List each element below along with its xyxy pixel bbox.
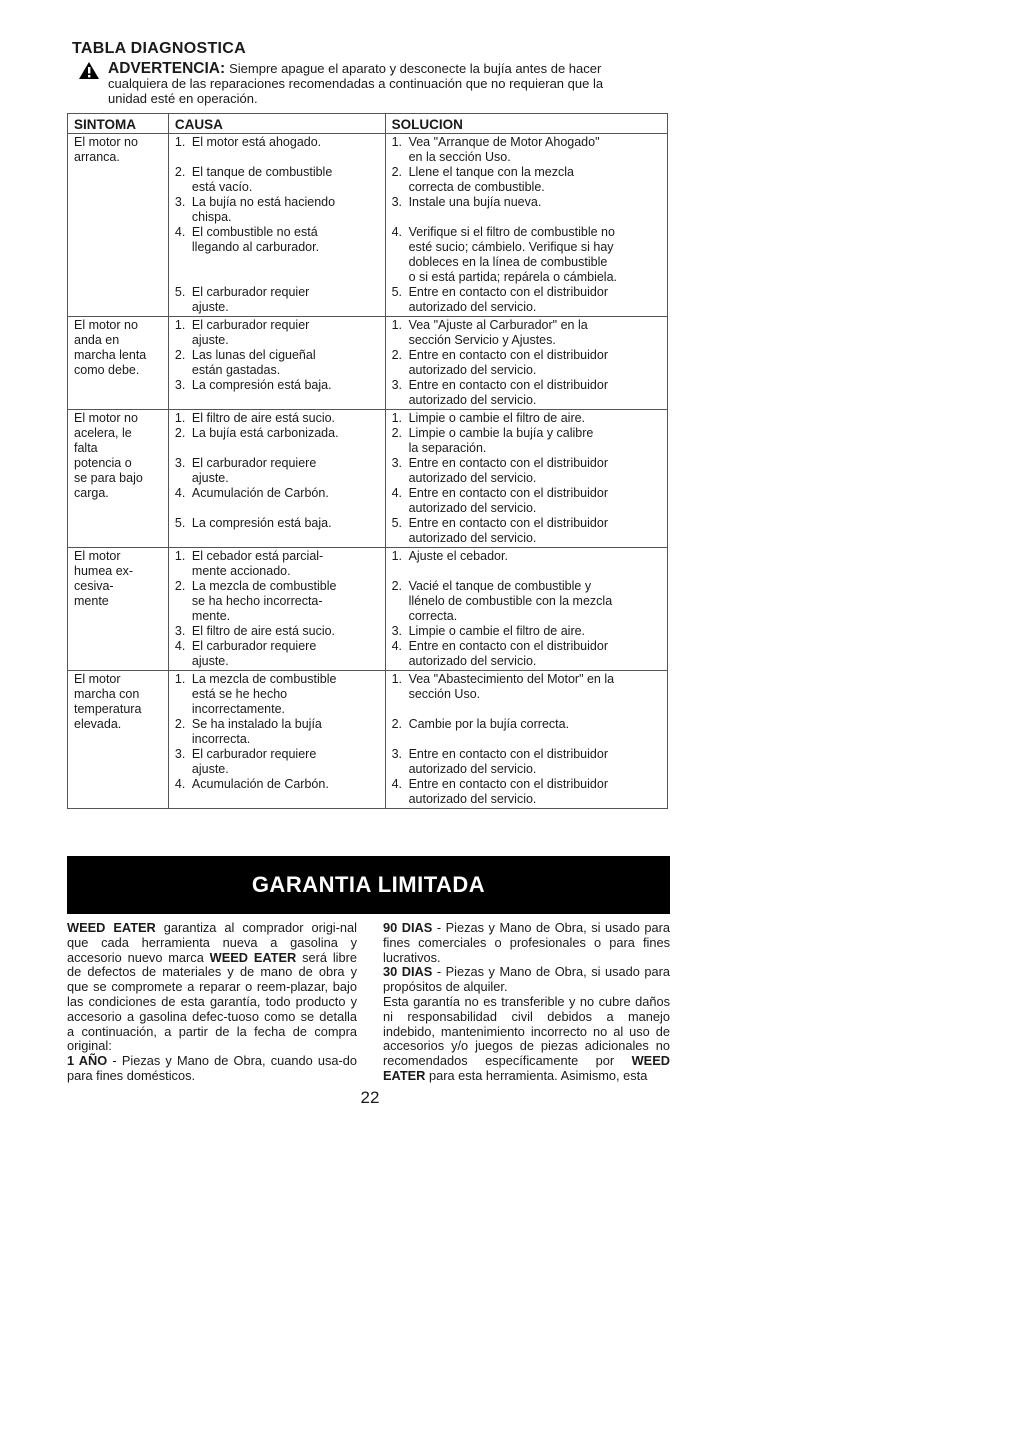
cause-cell bbox=[168, 134, 385, 317]
item-text-line: ajuste. bbox=[191, 471, 229, 485]
cause-cell bbox=[168, 548, 385, 671]
warning-icon bbox=[78, 61, 100, 80]
solution-cell bbox=[385, 671, 667, 809]
warning-line-2: cualquiera de las reparaciones recomendadas a continuación que no requieran que la bbox=[108, 76, 604, 91]
warranty-exclusions: Esta garantía no es transferible y no cubre daños ni responsabilidad civil debidos a manejo indebido, mantenimiento incorrecto no al uso de accesorios y/o juegos de piezas adicionales no recomendados específicamente por WEED EATER para esta herramienta. Asimismo, esta bbox=[383, 993, 670, 1083]
warning-line-1: Siempre apague el aparato y desconecte la bujía antes de hacer bbox=[229, 61, 602, 76]
warning-line-3: unidad esté en operación. bbox=[108, 91, 258, 106]
diagnostic-table bbox=[67, 113, 668, 809]
item-number: 2. bbox=[174, 165, 186, 179]
item-number: 2. bbox=[391, 717, 402, 731]
cause-item bbox=[175, 639, 381, 669]
item-number: 3. bbox=[391, 456, 402, 470]
item-text-line: Entre en contacto con el distribuidor bbox=[408, 486, 608, 500]
item-text-line: correcta de combustible. bbox=[408, 180, 545, 194]
solution-cell bbox=[385, 317, 667, 410]
cause-item bbox=[175, 717, 381, 747]
item-text-line: Acumulación de Carbón. bbox=[191, 777, 329, 791]
item-text-line: autorizado del servicio. bbox=[408, 654, 537, 668]
item-text-line: Limpie o cambie la bujía y calibre bbox=[408, 426, 594, 440]
header-symptom: SINTOMA bbox=[68, 114, 169, 134]
item-text-line: Llene el tanque con la mezcla bbox=[408, 165, 574, 179]
item-text-line: esté sucio; cámbielo. Verifique si hay bbox=[408, 240, 614, 254]
solution-cell bbox=[385, 134, 667, 317]
warranty-term-90-days: 90 DIAS - Piezas y Mano de Obra, si usado para fines comerciales o profesionales o para fines lucrativos. bbox=[383, 920, 670, 965]
item-text-line: autorizado del servicio. bbox=[408, 393, 537, 407]
item-text-line: Limpie o cambie el filtro de aire. bbox=[408, 624, 586, 638]
item-text-line: se ha hecho incorrecta- bbox=[191, 594, 323, 608]
cause-item bbox=[175, 549, 381, 579]
symptom-line: potencia o bbox=[74, 456, 132, 470]
item-number: 1. bbox=[174, 318, 186, 332]
symptom-line: mente bbox=[74, 594, 109, 608]
item-text-line: llegando al carburador. bbox=[191, 240, 320, 254]
item-text-line: en la sección Uso. bbox=[408, 150, 511, 164]
cause-item bbox=[175, 579, 381, 624]
cause-cell bbox=[168, 671, 385, 809]
item-number: 4. bbox=[174, 777, 186, 791]
item-text-line: La bujía no está haciendo bbox=[191, 195, 336, 209]
solution-list bbox=[392, 672, 663, 807]
cause-item bbox=[175, 378, 381, 393]
cause-cell bbox=[168, 410, 385, 548]
item-number: 1. bbox=[174, 411, 186, 425]
item-number: 2. bbox=[174, 717, 186, 731]
item-number: 4. bbox=[391, 639, 402, 653]
item-text-line: autorizado del servicio. bbox=[408, 471, 537, 485]
cause-item bbox=[175, 672, 381, 717]
solution-item bbox=[392, 717, 663, 732]
cause-item bbox=[175, 486, 381, 501]
solution-item bbox=[392, 285, 663, 315]
table-row bbox=[68, 317, 668, 410]
item-number: 5. bbox=[391, 516, 402, 530]
header-cause: CAUSA bbox=[168, 114, 385, 134]
item-number: 1. bbox=[391, 411, 402, 425]
symptom-line: El motor no bbox=[74, 411, 138, 425]
cause-list bbox=[175, 135, 381, 315]
item-text-line: Entre en contacto con el distribuidor bbox=[408, 777, 608, 791]
item-text-line: El motor está ahogado. bbox=[191, 135, 322, 149]
item-text-line: autorizado del servicio. bbox=[408, 501, 537, 515]
solution-item bbox=[392, 549, 663, 564]
solution-list bbox=[392, 549, 663, 669]
item-text-line: Entre en contacto con el distribuidor bbox=[408, 348, 608, 362]
solution-item bbox=[392, 639, 663, 669]
warning-label: ADVERTENCIA: bbox=[108, 60, 226, 77]
item-text-line: Instale una bujía nueva. bbox=[408, 195, 542, 209]
symptom-line: carga. bbox=[74, 486, 109, 500]
item-text-line: Acumulación de Carbón. bbox=[191, 486, 329, 500]
item-number: 4. bbox=[174, 225, 186, 239]
cause-item bbox=[175, 225, 381, 255]
symptom-cell bbox=[68, 317, 169, 410]
header-solution: SOLUCION bbox=[385, 114, 667, 134]
item-number: 1. bbox=[174, 135, 186, 149]
item-text-line: sección Uso. bbox=[408, 687, 481, 701]
item-number: 3. bbox=[391, 624, 402, 638]
item-text-line: Vacié el tanque de combustible y bbox=[408, 579, 592, 593]
item-text-line: Verifique si el filtro de combustible no bbox=[408, 225, 615, 239]
item-text-line: Vea "Ajuste al Carburador" en la bbox=[408, 318, 588, 332]
item-text-line: correcta. bbox=[408, 609, 458, 623]
item-text-line: sección Servicio y Ajustes. bbox=[408, 333, 556, 347]
item-text-line: autorizado del servicio. bbox=[408, 531, 537, 545]
solution-item bbox=[392, 516, 663, 546]
solution-item bbox=[392, 672, 663, 702]
warranty-term-30-days: 30 DIAS - Piezas y Mano de Obra, si usado para propósitos de alquiler. bbox=[383, 964, 670, 995]
symptom-line: El motor bbox=[74, 549, 121, 563]
table-row bbox=[68, 548, 668, 671]
cause-item bbox=[175, 777, 381, 792]
cause-item bbox=[175, 426, 381, 441]
item-text-line: El cebador está parcial- bbox=[191, 549, 324, 563]
solution-list bbox=[392, 135, 663, 315]
item-number: 2. bbox=[174, 348, 186, 362]
item-text-line: Las lunas del cigueñal bbox=[191, 348, 316, 362]
item-text-line: El carburador requier bbox=[191, 285, 310, 299]
cause-item bbox=[175, 285, 381, 315]
item-text-line: autorizado del servicio. bbox=[408, 300, 537, 314]
item-number: 3. bbox=[391, 747, 402, 761]
item-text-line: dobleces en la línea de combustible bbox=[408, 255, 608, 269]
cause-list bbox=[175, 672, 381, 792]
cause-item bbox=[175, 318, 381, 348]
item-number: 3. bbox=[174, 747, 186, 761]
item-number: 4. bbox=[174, 486, 186, 500]
item-text-line: El carburador requiere bbox=[191, 456, 317, 470]
item-text-line: están gastadas. bbox=[191, 363, 281, 377]
solution-item bbox=[392, 486, 663, 516]
item-text-line: El carburador requier bbox=[191, 318, 310, 332]
cause-list bbox=[175, 411, 381, 531]
item-text-line: autorizado del servicio. bbox=[408, 762, 537, 776]
item-number: 2. bbox=[391, 579, 402, 593]
symptom-line: arranca. bbox=[74, 150, 120, 164]
symptom-line: acelera, le bbox=[74, 426, 132, 440]
brand-name: WEED EATER bbox=[67, 920, 156, 935]
item-number: 1. bbox=[391, 672, 402, 686]
solution-item bbox=[392, 135, 663, 165]
item-number: 3. bbox=[391, 378, 402, 392]
brand-name: WEED EATER bbox=[209, 949, 297, 965]
item-number: 1. bbox=[391, 318, 402, 332]
symptom-line: El motor bbox=[74, 672, 121, 686]
item-number: 2. bbox=[391, 165, 402, 179]
cause-item bbox=[175, 135, 381, 150]
item-text-line: llénelo de combustible con la mezcla bbox=[408, 594, 613, 608]
symptom-cell bbox=[68, 548, 169, 671]
warranty-column-right bbox=[383, 921, 670, 1084]
item-number: 3. bbox=[174, 456, 186, 470]
item-text-line: El combustible no está bbox=[191, 225, 318, 239]
item-text-line: ajuste. bbox=[191, 762, 229, 776]
item-text-line: El filtro de aire está sucio. bbox=[191, 411, 336, 425]
warranty-column-left bbox=[67, 921, 357, 1084]
item-number: 2. bbox=[391, 426, 402, 440]
item-number: 5. bbox=[391, 285, 402, 299]
solution-cell bbox=[385, 410, 667, 548]
item-text-line: La compresión está baja. bbox=[191, 516, 332, 530]
symptom-line: temperatura bbox=[74, 702, 142, 716]
symptom-line: cesiva- bbox=[74, 579, 114, 593]
item-text-line: La bujía está carbonizada. bbox=[191, 426, 339, 440]
item-text-line: ajuste. bbox=[191, 333, 229, 347]
item-text-line: autorizado del servicio. bbox=[408, 363, 537, 377]
item-text-line: Entre en contacto con el distribuidor bbox=[408, 285, 608, 299]
item-text-line: Limpie o cambie el filtro de aire. bbox=[408, 411, 586, 425]
table-header-row bbox=[68, 114, 668, 134]
item-text-line: Entre en contacto con el distribuidor bbox=[408, 456, 608, 470]
cause-item bbox=[175, 411, 381, 426]
solution-item bbox=[392, 225, 663, 285]
item-text-line: La mezcla de combustible bbox=[191, 672, 337, 686]
item-number: 4. bbox=[391, 777, 402, 791]
symptom-line: marcha lenta bbox=[74, 348, 147, 362]
symptom-line: humea ex- bbox=[74, 564, 134, 578]
solution-item bbox=[392, 624, 663, 639]
table-row bbox=[68, 671, 668, 809]
solution-list bbox=[392, 411, 663, 546]
solution-item bbox=[392, 411, 663, 426]
item-text-line: El filtro de aire está sucio. bbox=[191, 624, 336, 638]
item-number: 2. bbox=[391, 348, 402, 362]
solution-item bbox=[392, 378, 663, 408]
item-number: 2. bbox=[174, 426, 186, 440]
item-text-line: la separación. bbox=[408, 441, 487, 455]
item-text-line: ajuste. bbox=[191, 300, 229, 314]
symptom-cell bbox=[68, 134, 169, 317]
item-number: 4. bbox=[391, 225, 402, 239]
item-text-line: Vea "Arranque de Motor Ahogado" bbox=[408, 135, 600, 149]
symptom-line: marcha con bbox=[74, 687, 140, 701]
solution-item bbox=[392, 777, 663, 807]
item-number: 1. bbox=[174, 672, 186, 686]
item-text-line: autorizado del servicio. bbox=[408, 792, 537, 806]
cause-item bbox=[175, 624, 381, 639]
item-text-line: La mezcla de combustible bbox=[191, 579, 337, 593]
item-text-line: mente. bbox=[191, 609, 231, 623]
solution-item bbox=[392, 195, 663, 210]
item-text-line: Entre en contacto con el distribuidor bbox=[408, 747, 608, 761]
item-number: 1. bbox=[174, 549, 186, 563]
item-number: 1. bbox=[391, 549, 402, 563]
solution-item bbox=[392, 426, 663, 456]
item-number: 3. bbox=[174, 195, 186, 209]
warranty-intro: WEED EATER garantiza al comprador origi-nal que cada herramienta nueva a gasolina y accesorio nuevo marca WEED EATER será libre de defectos de materiales y de mano de obra y que se compromete a reparar o reem-plazar, bajo las condiciones de esta garantía, todo producto y accesorio a gasolina defec-tuoso como se detalla a continuación, a partir de la fecha de compra original: bbox=[67, 920, 357, 1054]
item-text-line: Entre en contacto con el distribuidor bbox=[408, 378, 608, 392]
symptom-cell bbox=[68, 410, 169, 548]
solution-item bbox=[392, 456, 663, 486]
item-number: 3. bbox=[391, 195, 402, 209]
symptom-cell bbox=[68, 671, 169, 809]
warranty-term-1-year: 1 AÑO - Piezas y Mano de Obra, cuando usa-do para fines domésticos. bbox=[67, 1053, 357, 1083]
item-number: 5. bbox=[174, 516, 186, 530]
item-text-line: La compresión está baja. bbox=[191, 378, 332, 392]
cause-list bbox=[175, 318, 381, 393]
cause-item bbox=[175, 348, 381, 378]
item-text-line: mente accionado. bbox=[191, 564, 291, 578]
item-text-line: El carburador requiere bbox=[191, 639, 317, 653]
item-text-line: está vacío. bbox=[191, 180, 253, 194]
solution-list bbox=[392, 318, 663, 408]
solution-item bbox=[392, 318, 663, 348]
item-text-line: incorrectamente. bbox=[191, 702, 286, 716]
item-text-line: Entre en contacto con el distribuidor bbox=[408, 516, 608, 530]
solution-item bbox=[392, 165, 663, 195]
item-text-line: El carburador requiere bbox=[191, 747, 317, 761]
item-number: 3. bbox=[174, 624, 186, 638]
item-text-line: Se ha instalado la bujía bbox=[191, 717, 322, 731]
symptom-line: elevada. bbox=[74, 717, 122, 731]
item-text-line: ajuste. bbox=[191, 654, 229, 668]
item-number: 3. bbox=[174, 378, 186, 392]
cause-cell bbox=[168, 317, 385, 410]
cause-item bbox=[175, 747, 381, 777]
solution-item bbox=[392, 348, 663, 378]
table-row bbox=[68, 410, 668, 548]
item-number: 5. bbox=[174, 285, 186, 299]
item-text-line: Ajuste el cebador. bbox=[408, 549, 508, 563]
cause-item bbox=[175, 456, 381, 486]
item-number: 2. bbox=[174, 579, 186, 593]
cause-item bbox=[175, 165, 381, 195]
item-number: 1. bbox=[391, 135, 402, 149]
symptom-line: falta bbox=[74, 441, 98, 455]
warning-block bbox=[86, 61, 670, 106]
item-number: 4. bbox=[174, 639, 186, 653]
item-text-line: chispa. bbox=[191, 210, 232, 224]
warranty-banner: GARANTIA LIMITADA bbox=[67, 856, 670, 914]
cause-item bbox=[175, 516, 381, 531]
item-text-line: Entre en contacto con el distribuidor bbox=[408, 639, 608, 653]
solution-cell bbox=[385, 548, 667, 671]
page-number: 22 bbox=[360, 1088, 380, 1107]
table-row bbox=[68, 134, 668, 317]
item-number: 4. bbox=[391, 486, 402, 500]
symptom-line: El motor no bbox=[74, 318, 138, 332]
symptom-line: anda en bbox=[74, 333, 120, 347]
item-text-line: Vea "Abastecimiento del Motor" en la bbox=[408, 672, 615, 686]
cause-list bbox=[175, 549, 381, 669]
solution-item bbox=[392, 747, 663, 777]
item-text-line: incorrecta. bbox=[191, 732, 251, 746]
item-text-line: Cambie por la bujía correcta. bbox=[408, 717, 570, 731]
symptom-line: se para bajo bbox=[74, 471, 143, 485]
symptom-line: como debe. bbox=[74, 363, 140, 377]
solution-item bbox=[392, 579, 663, 624]
page-title: TABLA DIAGNOSTICA bbox=[72, 40, 246, 57]
symptom-line: El motor no bbox=[74, 135, 138, 149]
item-text-line: está se he hecho bbox=[191, 687, 288, 701]
brand-name: WEED EATER bbox=[383, 1053, 670, 1083]
item-text-line: El tanque de combustible bbox=[191, 165, 333, 179]
cause-item bbox=[175, 195, 381, 225]
item-text-line: o si está partida; repárela o cámbiela. bbox=[408, 270, 618, 284]
